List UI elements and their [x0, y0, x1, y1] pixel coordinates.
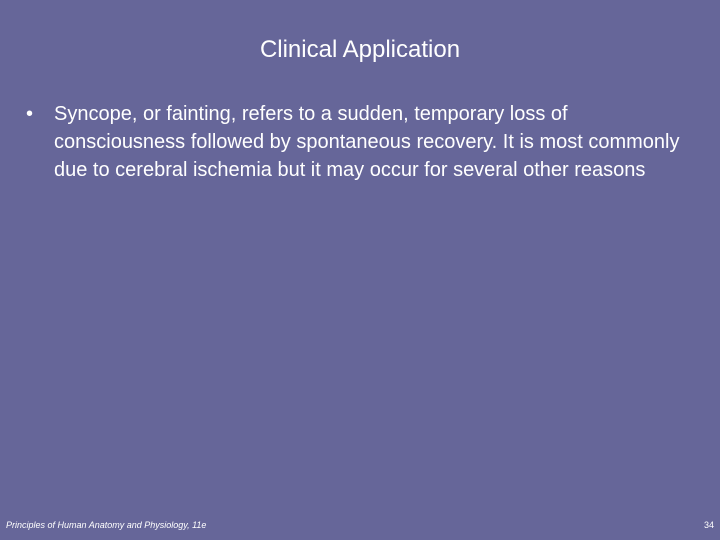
footer-page-number: 34	[703, 520, 714, 530]
bullet-list	[26, 100, 696, 184]
bullet-item	[26, 100, 696, 184]
footer-book-title: Principles of Human Anatomy and Physiology, 11e	[6, 520, 207, 530]
slide-title: Clinical Application	[259, 36, 461, 63]
bullet-glyph: •	[26, 103, 34, 125]
bullet-text: Syncope, or fainting, refers to a sudden, temporary loss of consciousness followed by spontaneous recovery. It is most commonly due to cerebral ischemia but it may occur for several other reasons	[54, 103, 680, 181]
